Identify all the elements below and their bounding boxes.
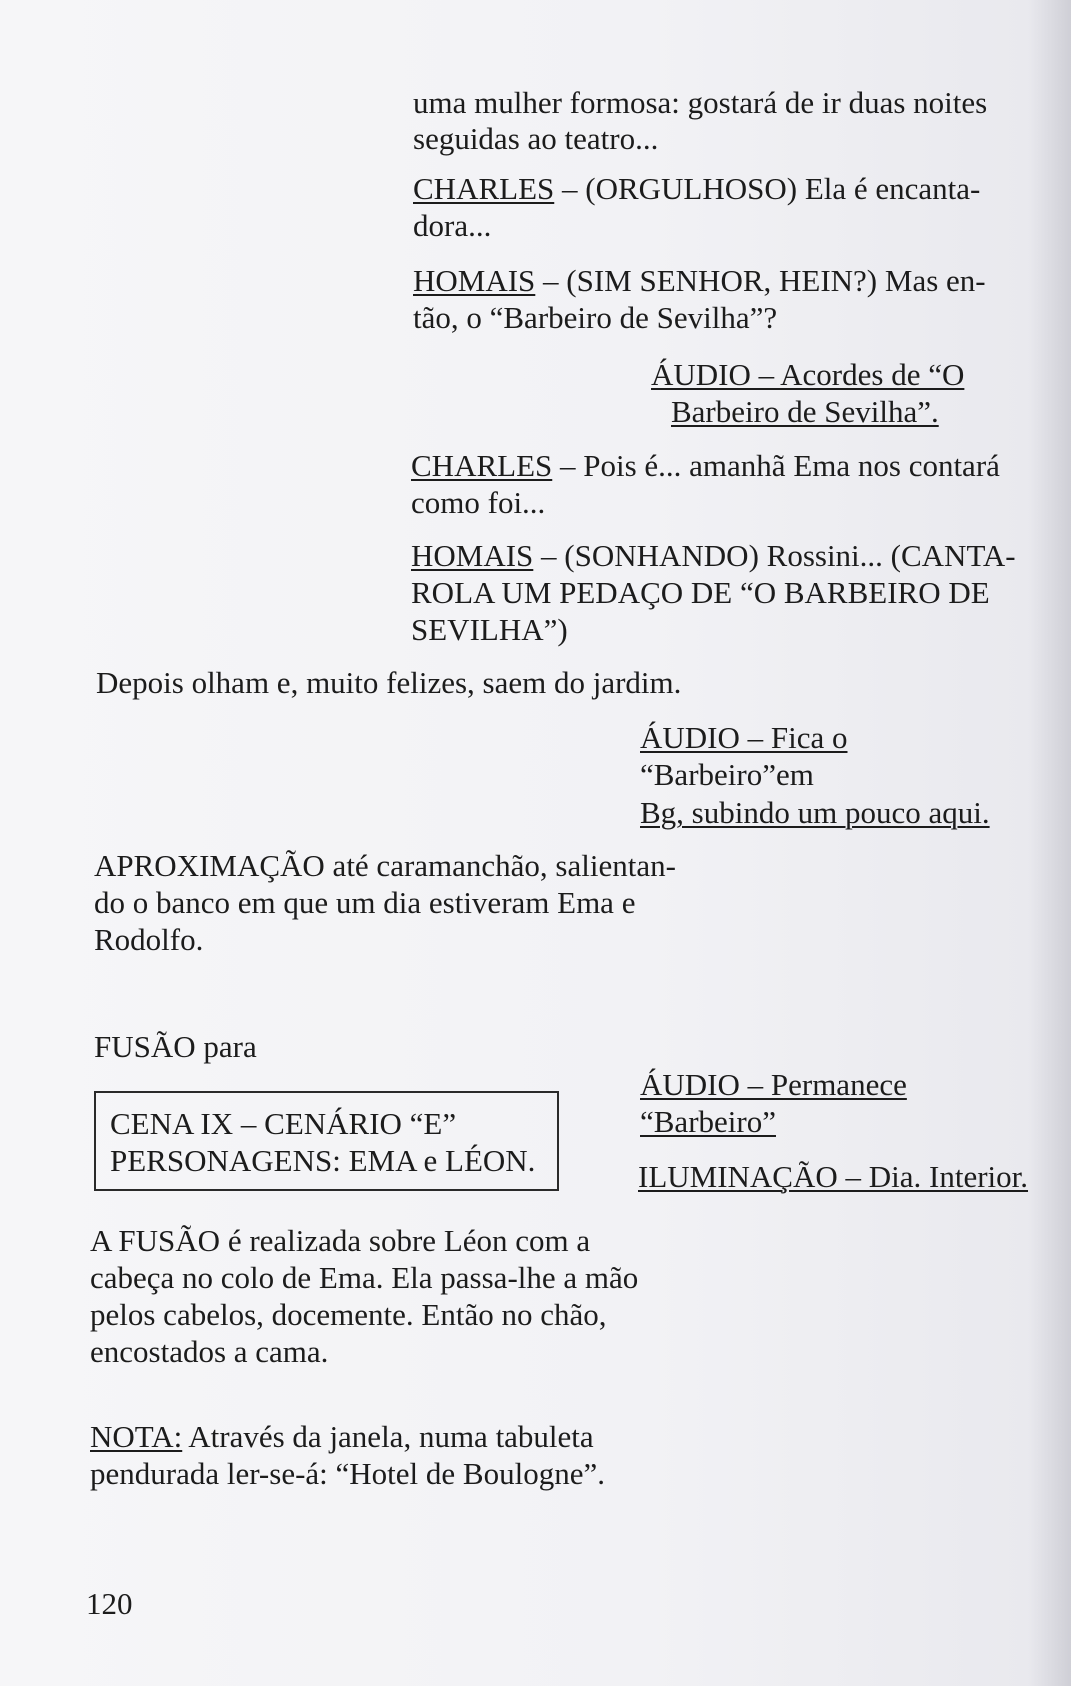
audio-cue-2-cont: Bg, subindo um pouco aqui. xyxy=(640,795,990,830)
scene-title: CENA IX – CENÁRIO “E” xyxy=(110,1106,457,1141)
camera-direction: APROXIMAÇÃO até caramanchão, salientan- xyxy=(94,848,676,883)
dialogue-charles-2 xyxy=(411,447,1000,484)
text-line: uma mulher formosa: gostará de ir duas noites xyxy=(413,85,988,120)
dialogue-text: – (SIM SENHOR, HEIN?) Mas en- xyxy=(535,263,986,298)
text-line: como foi... xyxy=(411,485,546,520)
speaker-name: HOMAIS xyxy=(413,263,536,298)
text-line: pendurada ler-se-á: “Hotel de Boulogne”. xyxy=(90,1456,605,1491)
note-text: Através da janela, numa tabuleta xyxy=(182,1419,594,1454)
lighting-cue: ILUMINAÇÃO – Dia. Interior. xyxy=(638,1159,1029,1194)
text-line: cabeça no colo de Ema. Ela passa-lhe a mão xyxy=(90,1260,639,1295)
dialogue-charles-1 xyxy=(413,170,980,207)
text-line: dora... xyxy=(413,208,492,243)
audio-cue-3: ÁUDIO – Permanece xyxy=(640,1067,907,1102)
stage-direction: Depois olham e, muito felizes, saem do jardim. xyxy=(96,665,682,700)
dialogue-text: – Pois é... amanhã Ema nos contará xyxy=(552,448,1000,483)
text-line: seguidas ao teatro... xyxy=(413,121,659,156)
dialogue-homais-2 xyxy=(411,537,1016,574)
text-line: Rodolfo. xyxy=(94,922,204,957)
text-line: pelos cabelos, docemente. Então no chão, xyxy=(90,1297,607,1332)
speaker-name: HOMAIS xyxy=(411,538,534,573)
text-line: “Barbeiro”em xyxy=(640,757,814,792)
text-line: SEVILHA”) xyxy=(411,612,568,647)
note-label: NOTA: xyxy=(90,1419,183,1454)
dialogue-text: – (ORGULHOSO) Ela é encanta- xyxy=(554,171,981,206)
speaker-name: CHARLES xyxy=(413,171,555,206)
text-line: do o banco em que um dia estiveram Ema e xyxy=(94,885,636,920)
audio-cue-3-cont: “Barbeiro” xyxy=(640,1104,776,1139)
text-line: ROLA UM PEDAÇO DE “O BARBEIRO DE xyxy=(411,575,990,610)
transition-direction: FUSÃO para xyxy=(94,1029,257,1064)
scene-heading-box xyxy=(94,1091,559,1191)
audio-cue-1-cont: Barbeiro de Sevilha”. xyxy=(671,394,939,429)
audio-label: ÁUDIO – Fica o xyxy=(640,720,848,755)
audio-cue-1: ÁUDIO – Acordes de “O xyxy=(651,357,965,392)
scene-characters: PERSONAGENS: EMA e LÉON. xyxy=(110,1143,536,1178)
text-line: encostados a cama. xyxy=(90,1334,329,1369)
dialogue-text: – (SONHANDO) Rossini... (CANTA- xyxy=(533,538,1016,573)
speaker-name: CHARLES xyxy=(411,448,553,483)
text-line: tão, o “Barbeiro de Sevilha”? xyxy=(413,300,778,335)
page-number: 120 xyxy=(86,1586,133,1621)
audio-cue-2 xyxy=(640,719,848,756)
note-line xyxy=(90,1418,594,1455)
dialogue-homais-1 xyxy=(413,262,986,299)
action-line: A FUSÃO é realizada sobre Léon com a xyxy=(90,1223,591,1258)
